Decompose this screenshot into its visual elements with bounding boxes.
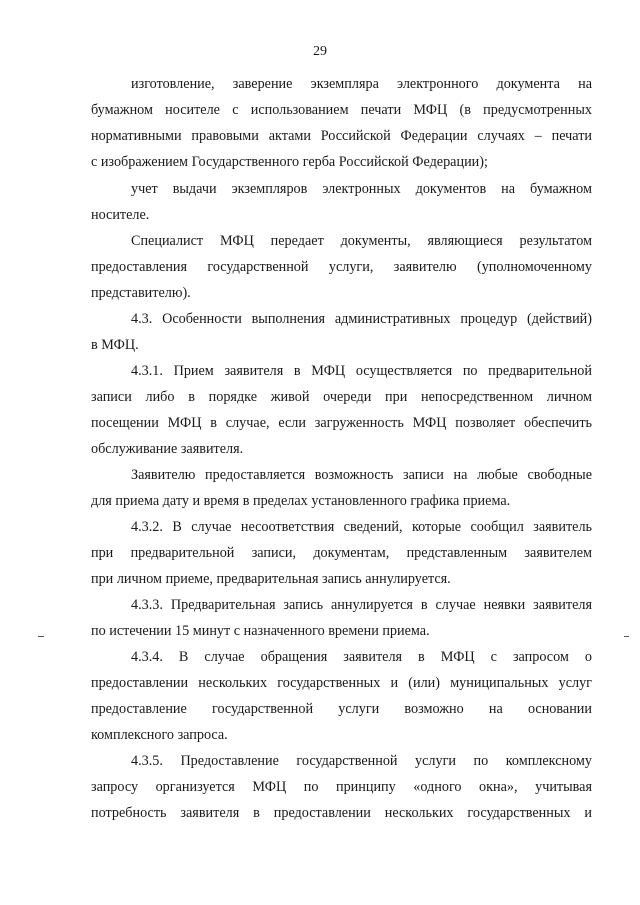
paragraph-line: для приема дату и время в пределах установленного графика приема. <box>91 493 511 509</box>
paragraph-line: предоставлении нескольких государственных и (или) муниципальных услуг <box>91 675 592 691</box>
paragraph-line: 4.3. Особенности выполнения административных процедур (действий) <box>131 311 592 327</box>
paragraph-line: по истечении 15 минут с назначенного времени приема. <box>91 623 430 639</box>
paragraph-line: 4.3.4. В случае обращения заявителя в МФЦ с запросом о <box>131 649 592 665</box>
paragraph-line: 4.3.5. Предоставление государственной услуги по комплексному <box>131 753 592 769</box>
paragraph-line: при личном приеме, предварительная запись аннулируется. <box>91 571 451 587</box>
paragraph-line: при предварительной записи, документам, представленным заявителем <box>91 545 592 561</box>
paragraph-line: представителю). <box>91 285 191 301</box>
paragraph-line: потребность заявителя в предоставлении нескольких государственных и <box>91 805 592 821</box>
paragraph-line: посещении МФЦ в случае, если загруженность МФЦ позволяет обеспечить <box>91 415 592 431</box>
paragraph-line: изготовление, заверение экземпляра электронного документа на <box>131 76 592 92</box>
scan-mark <box>38 636 44 637</box>
paragraph-line: учет выдачи экземпляров электронных документов на бумажном <box>131 181 592 197</box>
paragraph-line: 4.3.2. В случае несоответствия сведений, которые сообщил заявитель <box>131 519 592 535</box>
paragraph-line: с изображением Государственного герба Российской Федерации); <box>91 154 488 170</box>
paragraph-line: предоставление государственной услуги возможно на основании <box>91 701 592 717</box>
paragraph-line: Заявителю предоставляется возможность записи на любые свободные <box>131 467 592 483</box>
paragraph-line: комплексного запроса. <box>91 727 228 743</box>
paragraph-line: бумажном носителе с использованием печати МФЦ (в предусмотренных <box>91 102 592 118</box>
paragraph-line: обслуживание заявителя. <box>91 441 244 457</box>
paragraph-line: 4.3.1. Прием заявителя в МФЦ осуществляется по предварительной <box>131 363 592 379</box>
paragraph-line: в МФЦ. <box>91 337 139 353</box>
paragraph-line: носителе. <box>91 207 150 223</box>
paragraph-line: Специалист МФЦ передает документы, являющиеся результатом <box>131 233 592 249</box>
scan-mark <box>624 636 629 637</box>
paragraph-line: предоставления государственной услуги, заявителю (уполномоченному <box>91 259 592 275</box>
paragraph-line: 4.3.3. Предварительная запись аннулируется в случае неявки заявителя <box>131 597 592 613</box>
page-number: 29 <box>313 44 327 59</box>
paragraph-line: нормативными правовыми актами Российской Федерации случаях – печати <box>91 128 592 144</box>
paragraph-line: запросу организуется МФЦ по принципу «одного окна», учитывая <box>91 779 592 795</box>
paragraph-line: записи либо в порядке живой очереди при непосредственном личном <box>91 389 592 405</box>
